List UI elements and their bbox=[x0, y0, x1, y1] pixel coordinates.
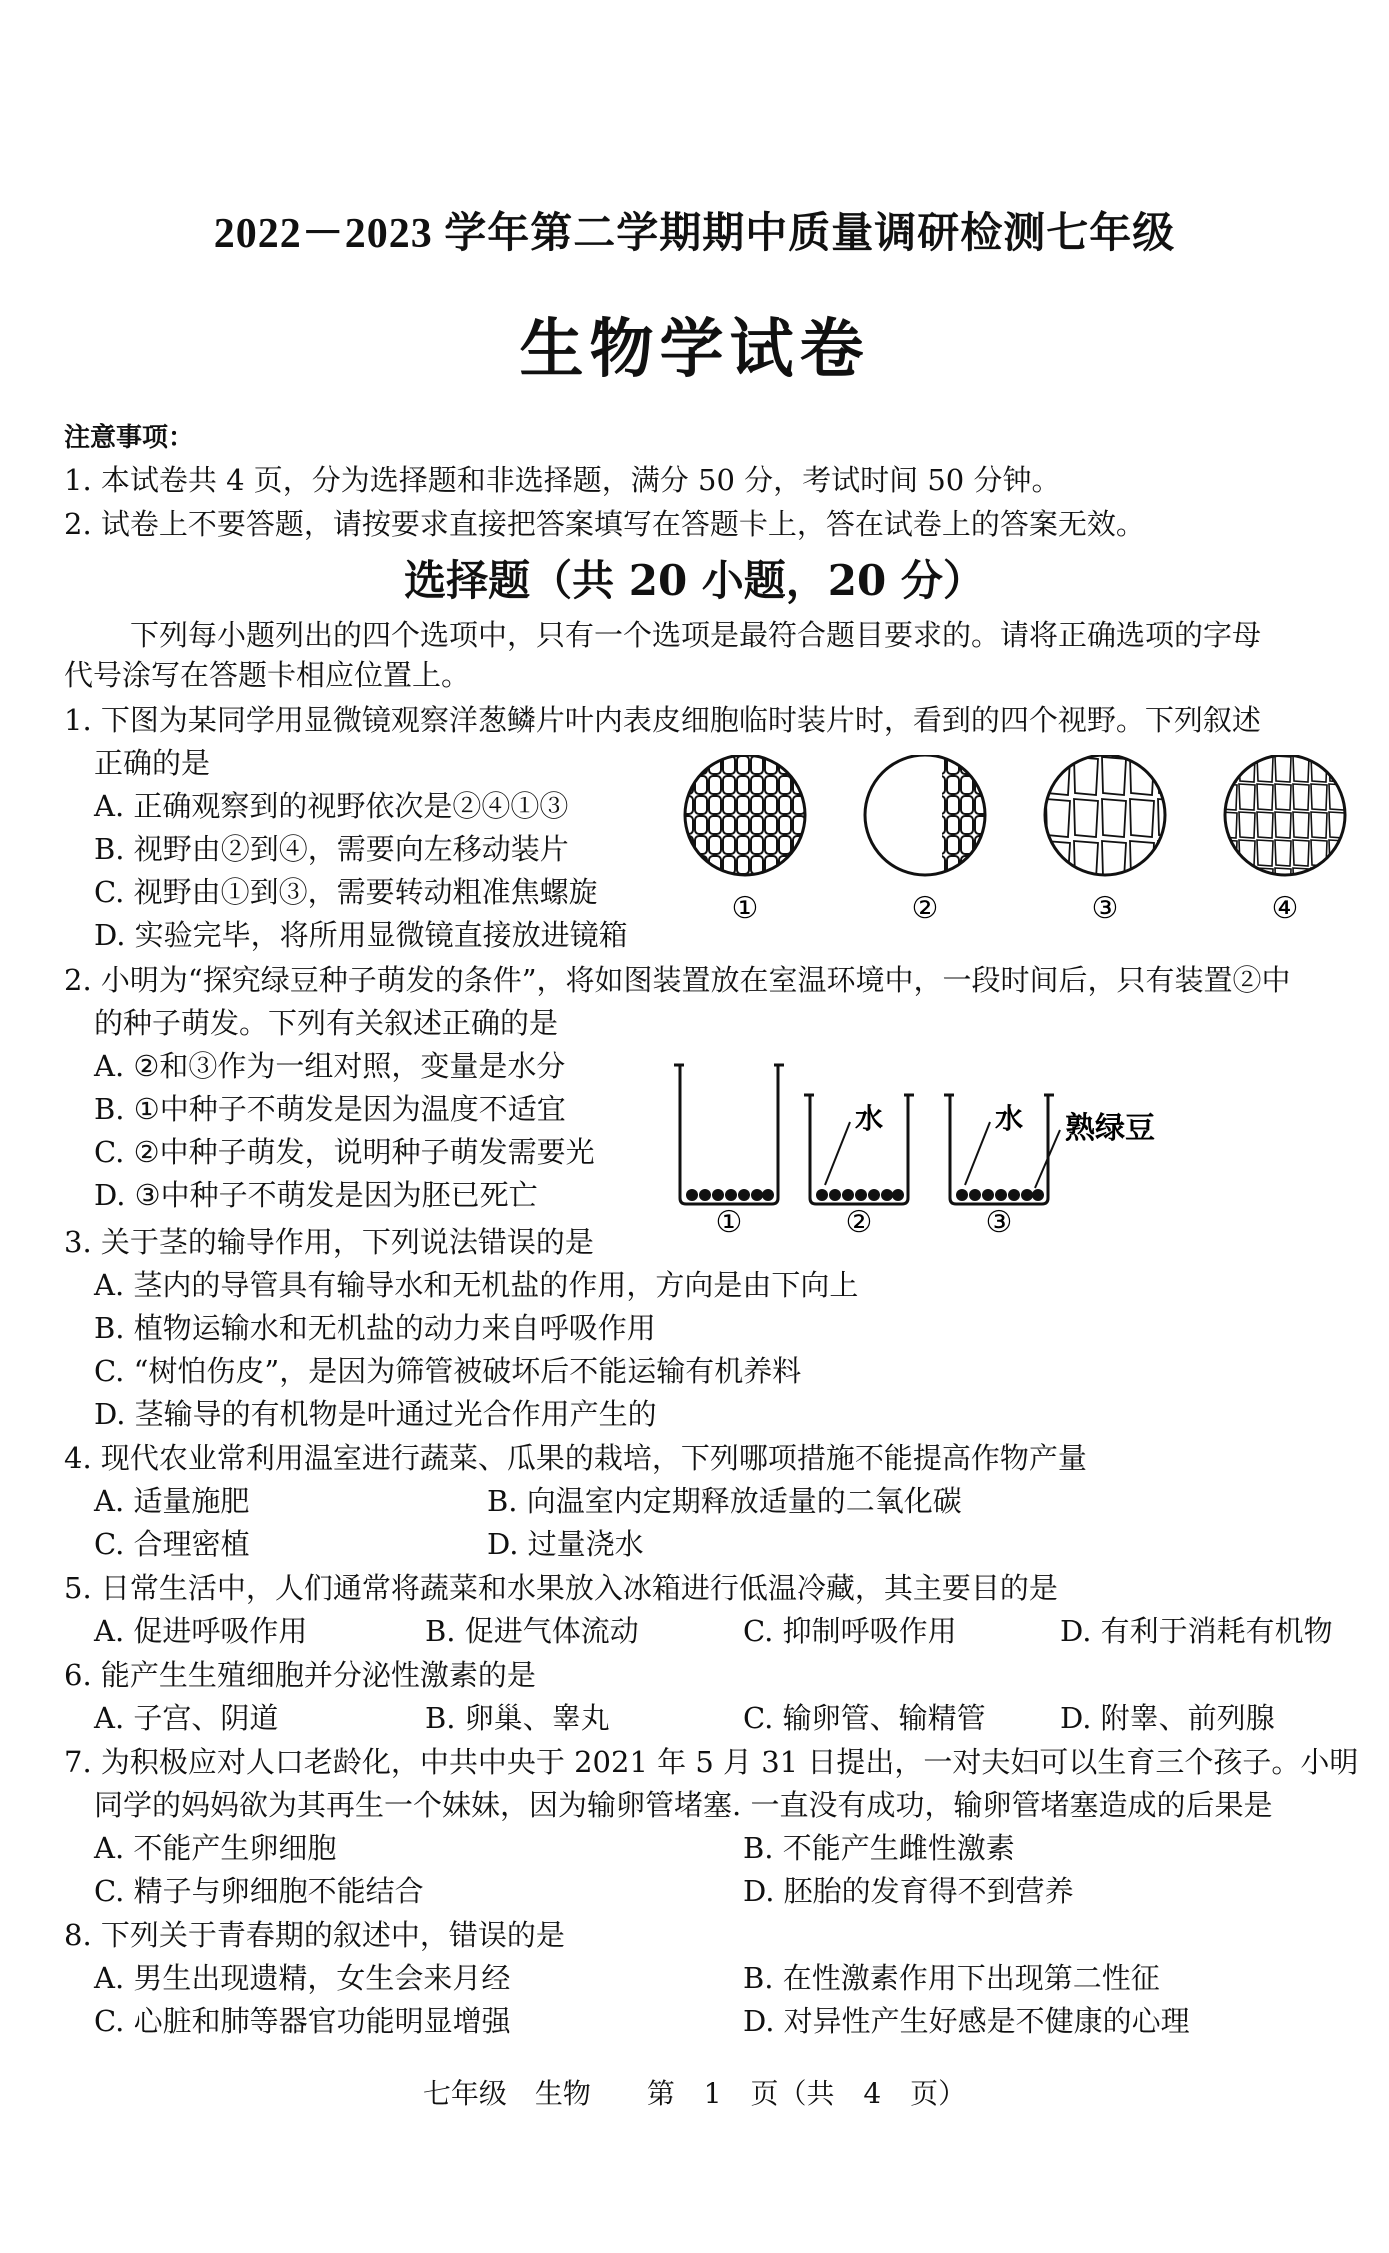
beaker-2 bbox=[804, 1095, 914, 1204]
q6-option-a: A. 子宫、阴道 bbox=[94, 1701, 279, 1735]
q7-stem-2: 同学的妈妈欲为其再生一个妹妹，因为输卵管堵塞. 一直没有成功，输卵管堵塞造成的后果是 bbox=[94, 1788, 1273, 1822]
q5-option-b: B. 促进气体流动 bbox=[425, 1614, 639, 1648]
q2-stem-1: 2. 小明为“探究绿豆种子萌发的条件”，将如图装置放在室温环境中，一段时间后，只有装置②中 bbox=[64, 963, 1291, 997]
q1-option-b: B. 视野由②到④，需要向左移动装片 bbox=[94, 832, 569, 866]
q5-option-d: D. 有利于消耗有机物 bbox=[1060, 1614, 1333, 1648]
field-of-view-4 bbox=[1220, 755, 1350, 875]
fov-label-4: ④ bbox=[1271, 891, 1299, 926]
q2-beaker-figure bbox=[660, 1060, 1200, 1235]
q2-option-c: C. ②中种子萌发，说明种子萌发需要光 bbox=[94, 1135, 595, 1169]
q7-option-c: C. 精子与卵细胞不能结合 bbox=[94, 1874, 424, 1908]
beaker-1 bbox=[674, 1065, 784, 1204]
q1-stem-2: 正确的是 bbox=[94, 746, 211, 780]
section-instruction-1: 下列每小题列出的四个选项中，只有一个选项是最符合题目要求的。请将正确选项的字母 bbox=[130, 618, 1262, 652]
q4-option-d: D. 过量浇水 bbox=[487, 1527, 644, 1561]
beaker-3 bbox=[944, 1095, 1155, 1204]
beaker-label-3: ③ bbox=[985, 1205, 1013, 1235]
q8-stem: 8. 下列关于青春期的叙述中，错误的是 bbox=[64, 1918, 565, 1952]
beaker-label-1: ① bbox=[715, 1205, 743, 1235]
q1-stem-1: 1. 下图为某同学用显微镜观察洋葱鳞片叶内表皮细胞临时装片时，看到的四个视野。下列叙述 bbox=[64, 703, 1261, 737]
q3-option-b: B. 植物运输水和无机盐的动力来自呼吸作用 bbox=[94, 1311, 656, 1345]
q3-option-c: C. “树怕伤皮”，是因为筛管被破坏后不能运输有机养料 bbox=[94, 1354, 802, 1388]
q6-option-d: D. 附睾、前列腺 bbox=[1060, 1701, 1275, 1735]
beaker-label-2: ② bbox=[845, 1205, 873, 1235]
q6-stem: 6. 能产生生殖细胞并分泌性激素的是 bbox=[64, 1658, 536, 1692]
page-footer: 七年级 生物 第 1 页（共 4 页） bbox=[422, 2077, 967, 2110]
fov-label-1: ① bbox=[731, 891, 759, 926]
section-instruction-2: 代号涂写在答题卡相应位置上。 bbox=[64, 658, 471, 692]
q2-option-a: A. ②和③作为一组对照，变量是水分 bbox=[94, 1049, 566, 1083]
field-of-view-2 bbox=[865, 755, 1002, 875]
q6-option-b: B. 卵巢、睾丸 bbox=[425, 1701, 610, 1735]
q7-option-b: B. 不能产生雌性激素 bbox=[743, 1831, 1015, 1865]
notice-item-1: 1. 本试卷共 4 页，分为选择题和非选择题，满分 50 分，考试时间 50 分钟。 bbox=[64, 463, 1061, 497]
notice-item-2: 2. 试卷上不要答题，请按要求直接把答案填写在答题卡上，答在试卷上的答案无效。 bbox=[64, 507, 1145, 541]
q8-option-d: D. 对异性产生好感是不健康的心理 bbox=[743, 2004, 1190, 2038]
field-of-view-1 bbox=[680, 755, 810, 875]
q8-option-c: C. 心脏和肺等器官功能明显增强 bbox=[94, 2004, 511, 2038]
fov-label-3: ③ bbox=[1091, 891, 1119, 926]
q8-option-b: B. 在性激素作用下出现第二性征 bbox=[743, 1961, 1160, 1995]
q5-option-c: C. 抑制呼吸作用 bbox=[743, 1614, 957, 1648]
q6-option-c: C. 输卵管、输精管 bbox=[743, 1701, 986, 1735]
q5-stem: 5. 日常生活中，人们通常将蔬菜和水果放入冰箱进行低温冷藏，其主要目的是 bbox=[64, 1571, 1058, 1605]
fov-label-2: ② bbox=[911, 891, 939, 926]
q2-option-d: D. ③中种子不萌发是因为胚已死亡 bbox=[94, 1178, 538, 1212]
q1-option-c: C. 视野由①到③，需要转动粗准焦螺旋 bbox=[94, 875, 598, 909]
q3-stem: 3. 关于茎的输导作用，下列说法错误的是 bbox=[64, 1225, 594, 1259]
q5-option-a: A. 促进呼吸作用 bbox=[94, 1614, 308, 1648]
q4-option-c: C. 合理密植 bbox=[94, 1527, 250, 1561]
q3-option-d: D. 茎输导的有机物是叶通过光合作用产生的 bbox=[94, 1397, 657, 1431]
q1-option-a: A. 正确观察到的视野依次是②④①③ bbox=[94, 789, 569, 823]
q4-option-b: B. 向温室内定期释放适量的二氧化碳 bbox=[487, 1484, 962, 1518]
exam-header-title: 2022－2023 学年第二学期期中质量调研检测七年级 bbox=[213, 211, 1176, 257]
notice-heading: 注意事项： bbox=[64, 423, 195, 453]
q7-option-a: A. 不能产生卵细胞 bbox=[94, 1831, 337, 1865]
field-of-view-3 bbox=[1040, 755, 1170, 875]
beaker-3-water-label: 水 bbox=[995, 1102, 1024, 1135]
section-title: 选择题（共 20 小题，20 分） bbox=[404, 556, 985, 605]
beaker-2-water-label: 水 bbox=[855, 1102, 884, 1135]
q7-stem-1: 7. 为积极应对人口老龄化，中共中央于 2021 年 5 月 31 日提出，一对夫妇可以生育三个孩子。小明 bbox=[64, 1745, 1359, 1779]
q1-microscope-figure bbox=[680, 755, 1360, 930]
q2-option-b: B. ①中种子不萌发是因为温度不适宜 bbox=[94, 1092, 566, 1126]
q2-stem-2: 的种子萌发。下列有关叙述正确的是 bbox=[94, 1006, 559, 1040]
cooked-beans-label: 熟绿豆 bbox=[1065, 1111, 1155, 1146]
q4-stem: 4. 现代农业常利用温室进行蔬菜、瓜果的栽培，下列哪项措施不能提高作物产量 bbox=[64, 1441, 1087, 1475]
q4-option-a: A. 适量施肥 bbox=[94, 1484, 250, 1518]
q8-option-a: A. 男生出现遗精，女生会来月经 bbox=[94, 1961, 511, 1995]
q1-option-d: D. 实验完毕，将所用显微镜直接放进镜箱 bbox=[94, 918, 628, 952]
q7-option-d: D. 胚胎的发育得不到营养 bbox=[743, 1874, 1074, 1908]
q3-option-a: A. 茎内的导管具有输导水和无机盐的作用，方向是由下向上 bbox=[94, 1268, 859, 1302]
exam-subject-title: 生物学试卷 bbox=[519, 312, 870, 387]
